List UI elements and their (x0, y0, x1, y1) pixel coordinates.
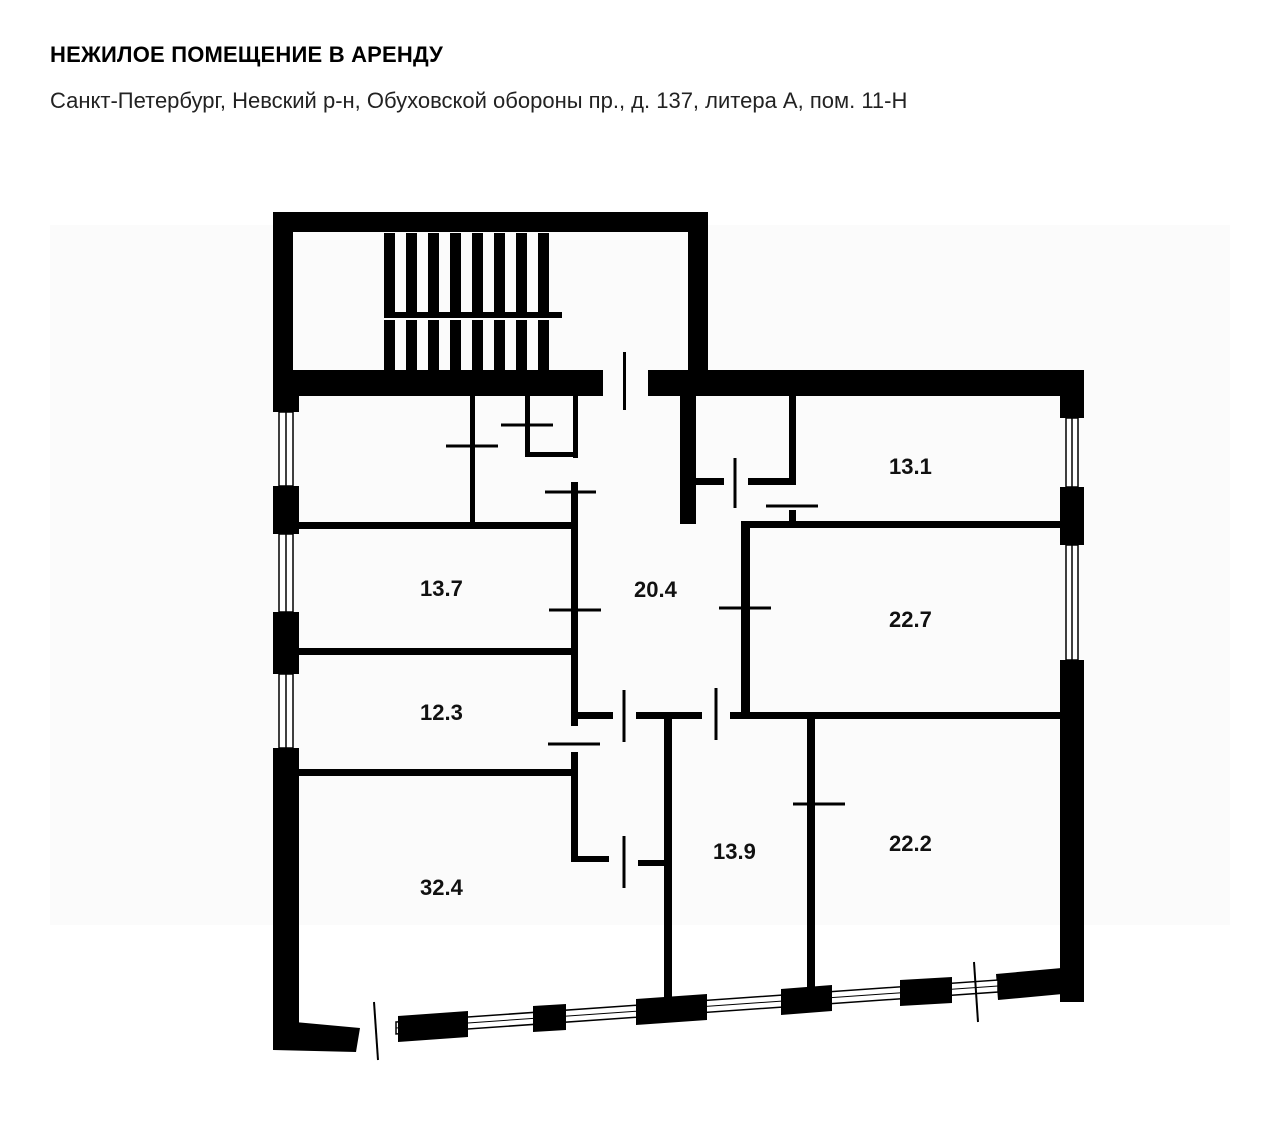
area-label-13-9: 13.9 (713, 839, 756, 864)
area-label-22-7: 22.7 (889, 607, 932, 632)
area-label-13-1: 13.1 (889, 454, 932, 479)
area-label-12-3: 12.3 (420, 700, 463, 725)
bottom-wall (374, 962, 998, 1060)
area-label-hall: 20.4 (634, 577, 677, 602)
area-label-32-4: 32.4 (420, 875, 463, 900)
area-label-13-7: 13.7 (420, 576, 463, 601)
area-label-22-2: 22.2 (889, 831, 932, 856)
address-line: Санкт-Петербург, Невский р-н, Обуховской обороны пр., д. 137, литера А, пом. 11-Н (50, 88, 908, 113)
page-title: НЕЖИЛОЕ ПОМЕЩЕНИЕ В АРЕНДУ (50, 42, 444, 67)
watermark (50, 225, 1230, 925)
